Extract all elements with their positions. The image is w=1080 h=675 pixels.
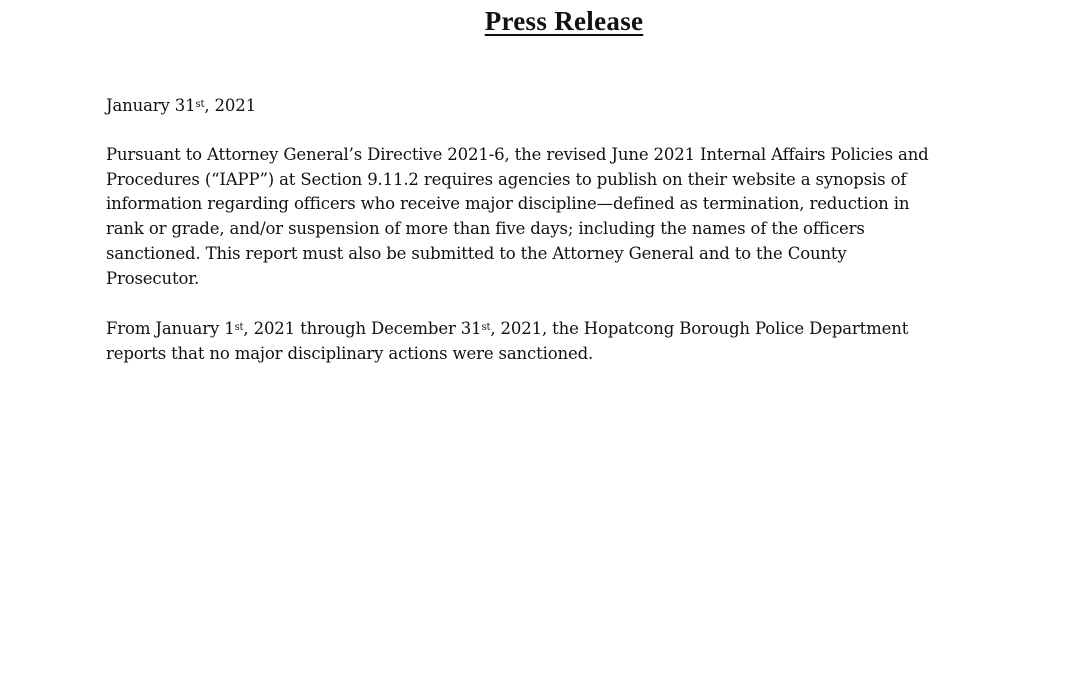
paragraph-line: Pursuant to Attorney General’s Directive 2021-6, the revised June 2021 Internal Affairs Policies and (106, 145, 929, 164)
paragraph-line: Prosecutor. (106, 268, 200, 288)
paragraph-report (106, 317, 1026, 366)
report-text: From January 1 (106, 319, 235, 338)
paragraph-line: information regarding officers who receive major discipline—defined as termination, reduction in (106, 194, 910, 214)
report-superscript: st (481, 322, 491, 333)
paragraph-line: Procedures (“IAPP”) at Section 9.11.2 requires agencies to publish on their website a synopsis of (106, 169, 907, 189)
date-year: , 2021 (204, 96, 256, 115)
report-text: , 2021 through December 31 (243, 319, 482, 338)
document-title: Press Release (484, 6, 644, 36)
paragraph-line: reports that no major disciplinary actions were sanctioned. (106, 343, 594, 363)
date-text: January 31 (106, 96, 196, 115)
document-date (106, 94, 1026, 119)
paragraph-line (106, 317, 1026, 342)
paragraph-line: sanctioned. This report must also be submitted to the Attorney General and to the County (106, 243, 847, 263)
paragraph-directive (106, 143, 1026, 291)
report-superscript: st (234, 322, 244, 333)
date-superscript: st (195, 99, 205, 110)
paragraph-line: rank or grade, and/or suspension of more than five days; including the names of the officers (106, 219, 865, 239)
report-text: , 2021, the Hopatcong Borough Police Department (490, 319, 909, 338)
